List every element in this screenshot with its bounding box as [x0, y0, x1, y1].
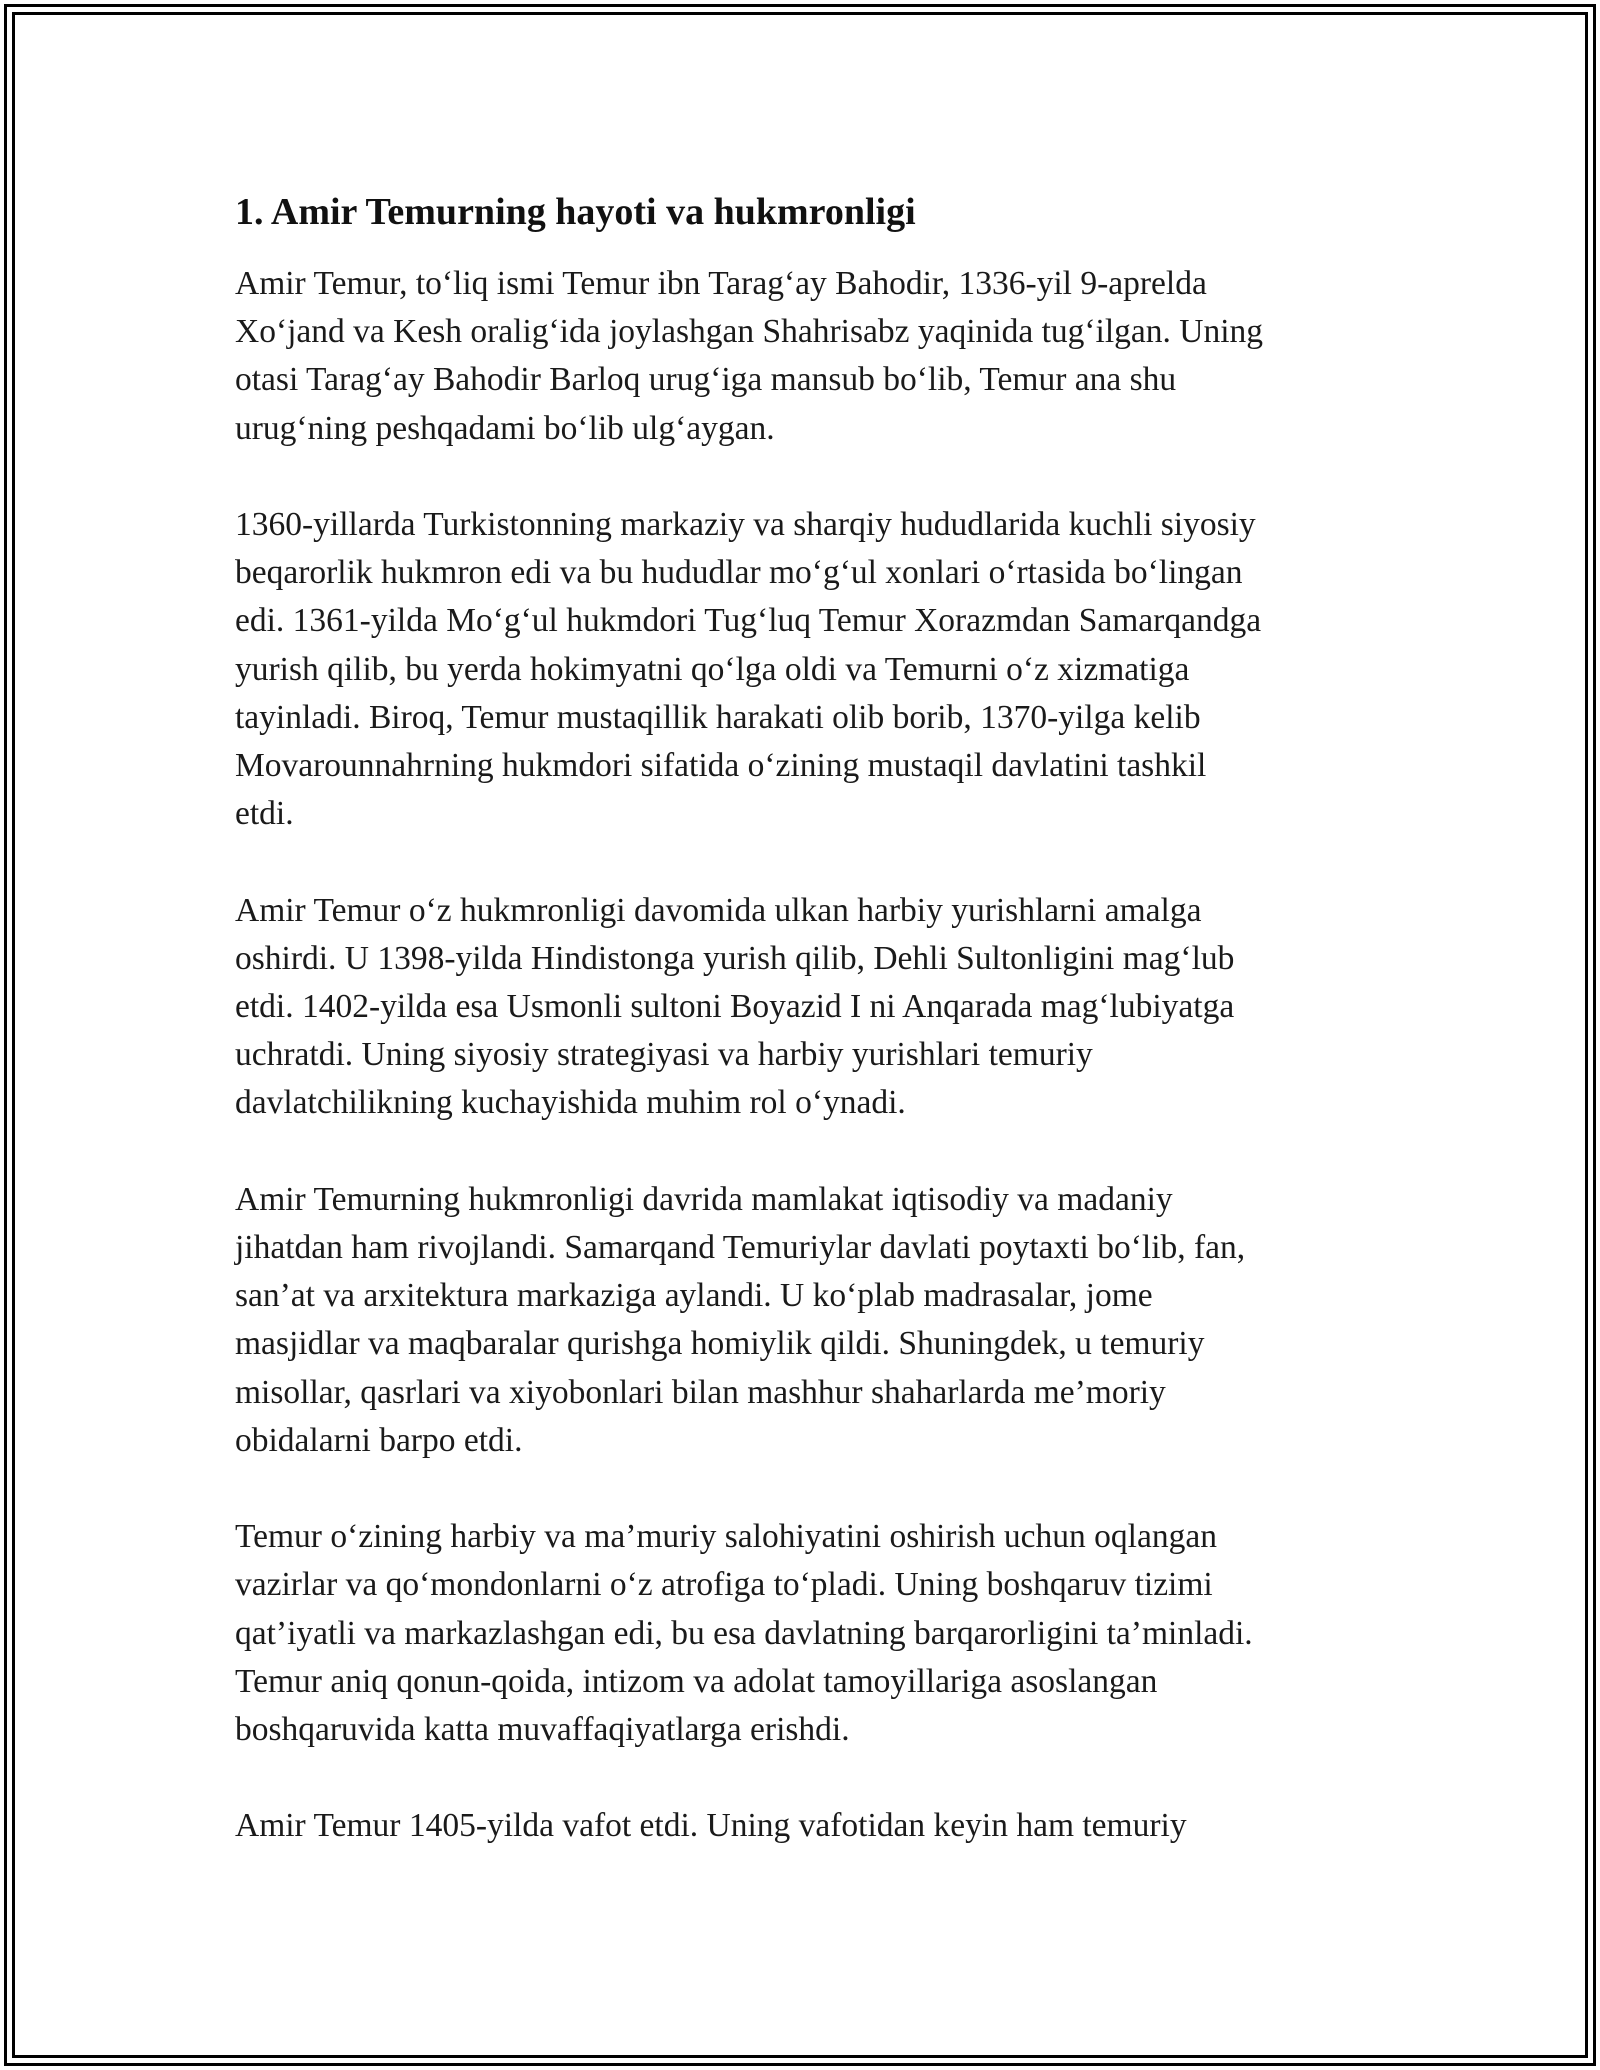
text-line: Amir Temurning hukmronligi davrida mamlakat iqtisodiy va madaniy: [235, 1180, 1173, 1218]
text-line: oshirdi. U 1398-yilda Hindistonga yurish qilib, Dehli Sultonligini mag‘lub: [235, 939, 1235, 977]
text-line: urug‘ning peshqadami bo‘lib ulg‘aygan.: [235, 409, 775, 447]
text-line: san’at va arxitektura markaziga aylandi. U ko‘plab madrasalar, jome: [235, 1277, 1153, 1315]
text-line: otasi Tarag‘ay Bahodir Barloq urug‘iga mansub bo‘lib, Temur ana shu: [235, 361, 1177, 399]
document-body: [235, 188, 1385, 1899]
text-line: Temur aniq qonun-qoida, intizom va adolat tamoyillariga asoslangan: [235, 1662, 1158, 1700]
text-line: masjidlar va maqbaralar qurishga homiylik qildi. Shuningdek, u temuriy: [235, 1325, 1205, 1363]
text-line: boshqaruvida katta muvaffaqiyatlarga erishdi.: [235, 1711, 850, 1749]
text-line: Amir Temur 1405-yilda vafot etdi. Uning vafotidan keyin ham temuriy: [235, 1807, 1187, 1845]
text-line: qat’iyatli va markazlashgan edi, bu esa davlatning barqarorligini ta’minladi.: [235, 1614, 1253, 1652]
paragraph-3: [235, 887, 1385, 1128]
text-line: Xo‘jand va Kesh oralig‘ida joylashgan Shahrisabz yaqinida tug‘ilgan. Uning: [235, 313, 1264, 351]
text-line: Movarounnahrning hukmdori sifatida o‘zining mustaqil davlatini tashkil: [235, 747, 1207, 785]
text-line: uchratdi. Uning siyosiy strategiyasi va harbiy yurishlari temuriy: [235, 1036, 1093, 1074]
paragraph-6: [235, 1802, 1385, 1850]
paragraph-5: [235, 1513, 1385, 1754]
section-title: 1. Amir Temurning hayoti va hukmronligi: [235, 191, 916, 233]
text-line: misollar, qasrlari va xiyobonlari bilan mashhur shaharlarda me’moriy: [235, 1373, 1166, 1411]
paragraph-1: [235, 260, 1385, 453]
text-line: 1360-yillarda Turkistonning markaziy va sharqiy hududlarida kuchli siyosiy: [235, 506, 1256, 543]
text-line: tayinladi. Biroq, Temur mustaqillik harakati olib borib, 1370-yilga kelib: [235, 698, 1201, 736]
text-line: obidalarni barpo etdi.: [235, 1421, 523, 1459]
text-line: yurish qilib, bu yerda hokimyatni qo‘lga oldi va Temurni o‘z xizmatiga: [235, 650, 1190, 688]
text-line: Temur o‘zining harbiy va ma’muriy salohiyatini oshirish uchun oqlangan: [235, 1518, 1217, 1556]
text-line: Amir Temur o‘z hukmronligi davomida ulkan harbiy yurishlarni amalga: [235, 891, 1202, 929]
text-line: edi. 1361-yilda Mo‘g‘ul hukmdori Tug‘luq Temur Xorazmdan Samarqandga: [235, 602, 1262, 640]
paragraph-4: [235, 1176, 1385, 1465]
paragraph-2: [235, 501, 1385, 838]
text-line: jihatdan ham rivojlandi. Samarqand Temuriylar davlati poytaxti bo‘lib, fan,: [235, 1229, 1246, 1267]
text-line: davlatchilikning kuchayishida muhim rol o‘ynadi.: [235, 1084, 906, 1122]
text-line: beqarorlik hukmron edi va bu hududlar mo‘g‘ul xonlari o‘rtasida bo‘lingan: [235, 554, 1243, 592]
text-line: vazirlar va qo‘mondonlarni o‘z atrofiga to‘pladi. Uning boshqaruv tizimi: [235, 1566, 1213, 1604]
text-line: Amir Temur, to‘liq ismi Temur ibn Tarag‘ay Bahodir, 1336-yil 9-aprelda: [235, 265, 1207, 302]
text-line: etdi. 1402-yilda esa Usmonli sultoni Boyazid I ni Anqarada mag‘lubiyatga: [235, 988, 1235, 1026]
text-line: etdi.: [235, 795, 294, 833]
